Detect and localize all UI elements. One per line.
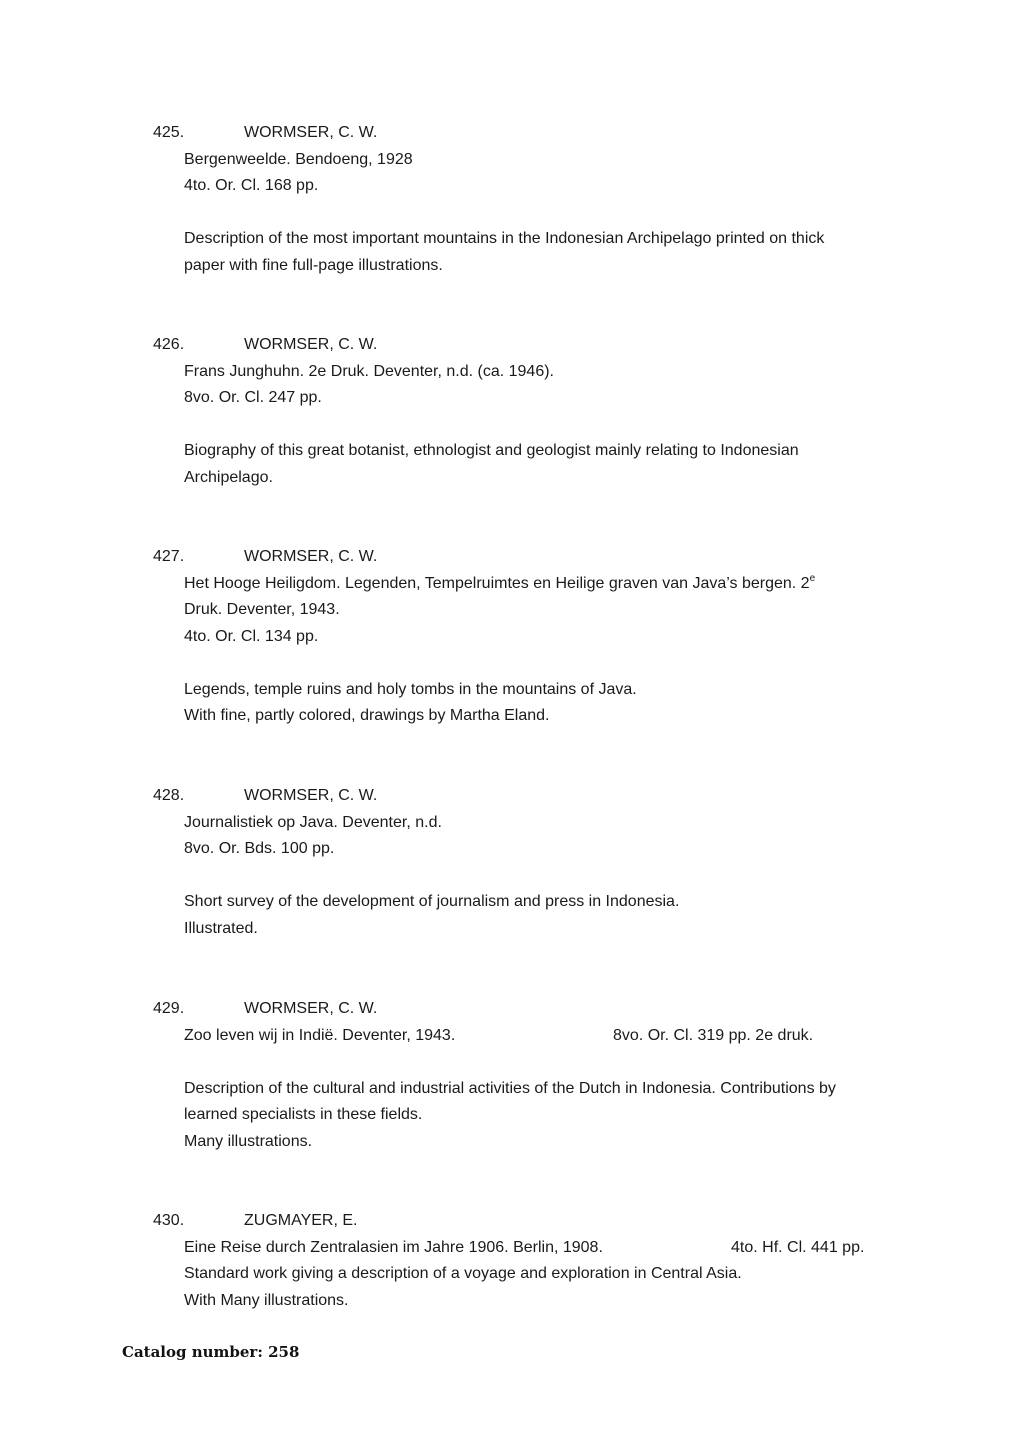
entry-author: ZUGMAYER, E. [244, 1212, 358, 1229]
entry-title-line: Druk. Deventer, 1943. [184, 601, 340, 618]
entry-title-text: Het Hooge Heiligdom. Legenden, Tempelruimtes en Heilige graven van Java’s bergen. 2 [184, 574, 810, 592]
entry-heading [0, 1208, 1024, 1235]
entry-description-line: With Many illustrations. [184, 1291, 349, 1309]
entry-format: 8vo. Or. Bds. 100 pp. [184, 840, 335, 857]
entry-title-row [184, 1235, 914, 1262]
entry-heading [0, 332, 1024, 359]
catalog-entry-426 [0, 332, 1024, 491]
entry-description-line: Biography of this great botanist, ethnologist and geologist mainly relating to Indonesian [184, 442, 799, 459]
entry-title-row [184, 1023, 914, 1050]
entry-author: WORMSER, C. W. [244, 336, 378, 353]
catalog-number-footer: Catalog number: 258 [122, 1343, 300, 1361]
entry-number: 428. [153, 787, 185, 804]
entry-heading [0, 120, 1024, 147]
catalog-entry-430 [0, 1208, 1024, 1314]
catalog-entry-425 [0, 120, 1024, 279]
entry-heading [0, 544, 1024, 571]
entry-title-superscript: e [809, 572, 816, 584]
entry-author: WORMSER, C. W. [244, 548, 378, 565]
entry-description-line: With fine, partly colored, drawings by Martha Eland. [184, 707, 550, 724]
entry-title: Frans Junghuhn. 2e Druk. Deventer, n.d. (ca. 1946). [184, 362, 554, 380]
entry-description-line: Illustrated. [184, 919, 258, 937]
entry-format: 8vo. Or. Cl. 319 pp. 2e druk. [613, 1026, 814, 1044]
entry-number: 425. [153, 124, 185, 141]
entry-format: 8vo. Or. Cl. 247 pp. [184, 389, 322, 406]
entry-description-line: Legends, temple ruins and holy tombs in the mountains of Java. [184, 680, 637, 698]
entry-heading [0, 783, 1024, 810]
entry-author: WORMSER, C. W. [244, 124, 378, 141]
entry-title: Bergenweelde. Bendoeng, 1928 [184, 150, 413, 168]
entry-number: 427. [153, 548, 185, 565]
entry-format: 4to. Or. Cl. 134 pp. [184, 627, 319, 645]
entry-title-line [184, 571, 914, 598]
catalog-entry-427 [0, 544, 1024, 730]
catalog-entry-429 [0, 996, 1024, 1155]
entry-format: 4to. Hf. Cl. 441 pp. [731, 1238, 865, 1256]
entry-number: 426. [153, 336, 185, 353]
entry-number: 430. [153, 1212, 185, 1229]
entry-description-line: Many illustrations. [184, 1132, 313, 1150]
entry-title: Journalistiek op Java. Deventer, n.d. [184, 813, 442, 831]
entry-author: WORMSER, C. W. [244, 1000, 378, 1017]
entry-author: WORMSER, C. W. [244, 787, 378, 804]
entry-description-line: Short survey of the development of journalism and press in Indonesia. [184, 893, 680, 910]
entry-description-line: paper with fine full-page illustrations. [184, 256, 443, 274]
entry-title: Eine Reise durch Zentralasien im Jahre 1906. Berlin, 1908. [184, 1238, 603, 1256]
entry-heading [0, 996, 1024, 1023]
entry-title: Zoo leven wij in Indië. Deventer, 1943. [184, 1026, 456, 1044]
entry-description-line: Description of the cultural and industrial activities of the Dutch in Indonesia. Contributions by [184, 1079, 836, 1097]
entry-description-line: Description of the most important mountains in the Indonesian Archipelago printed on thick [184, 230, 825, 247]
catalog-entry-428 [0, 783, 1024, 942]
entry-description-line: Archipelago. [184, 468, 273, 486]
entry-description-line: Standard work giving a description of a voyage and exploration in Central Asia. [184, 1265, 742, 1282]
entry-description-line: learned specialists in these fields. [184, 1106, 423, 1123]
entry-number: 429. [153, 1000, 185, 1017]
entry-format: 4to. Or. Cl. 168 pp. [184, 177, 319, 194]
